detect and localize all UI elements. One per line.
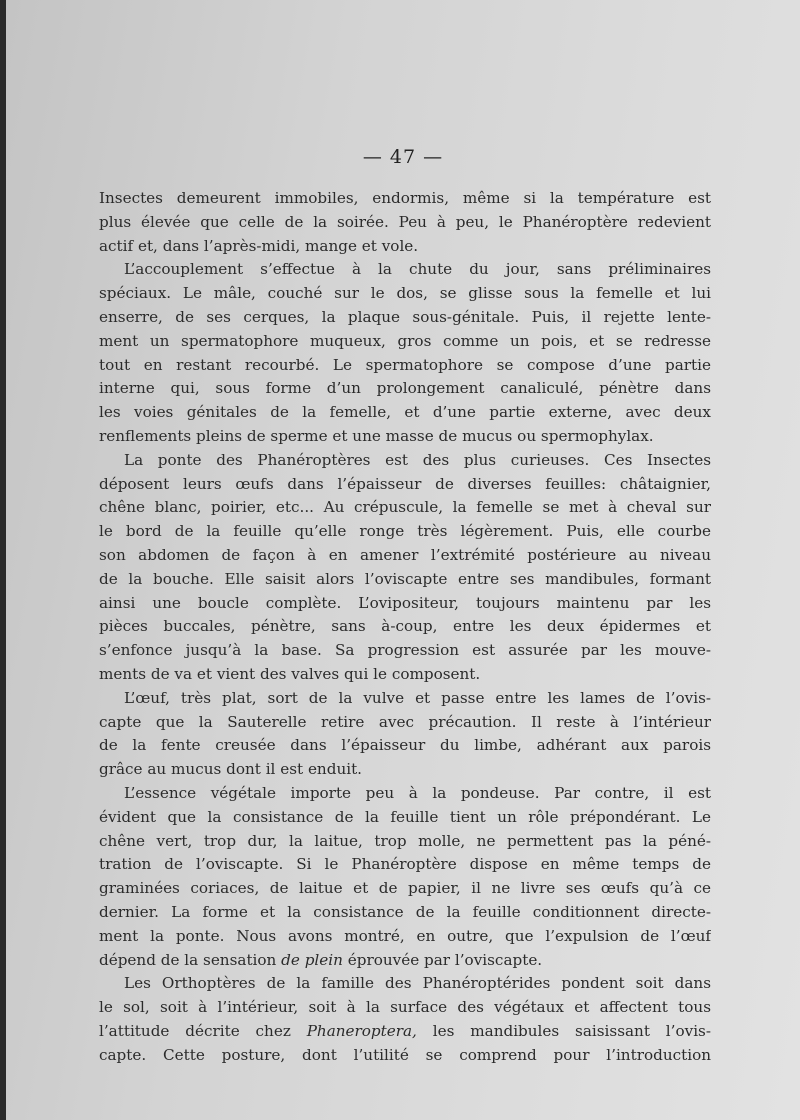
italic-run: de plein xyxy=(281,950,343,969)
paragraph xyxy=(99,449,711,687)
text-line: ainsi une boucle complète. L’ovipositeur, toujours maintenu par les xyxy=(99,593,711,612)
text-line: s’enfonce jusqu’à la base. Sa progression est assurée par les mouve- xyxy=(99,641,711,660)
text-line: chêne blanc, poirier, etc... Au crépuscule, la femelle se met à cheval sur xyxy=(99,498,711,517)
book-page xyxy=(6,0,800,1120)
text-line: interne qui, sous forme d’un prolongement canaliculé, pénètre dans xyxy=(99,379,711,398)
paragraph xyxy=(99,972,711,1067)
text-line: tout en restant recourbé. Le spermatophore se compose d’une partie xyxy=(99,355,711,374)
text-line: déposent leurs œufs dans l’épaisseur de diverses feuilles: châtaignier, xyxy=(99,474,711,493)
text-line: tration de l’oviscapte. Si le Phanéroptère dispose en même temps de xyxy=(99,855,711,874)
text-line: pièces buccales, pénètre, sans à-coup, entre les deux épidermes et xyxy=(99,617,711,636)
text-line: le sol, soit à l’intérieur, soit à la surface des végétaux et affectent tous xyxy=(99,998,711,1017)
paragraph xyxy=(99,258,711,448)
text-line-with-italic xyxy=(99,1020,711,1044)
text-line: de la bouche. Elle saisit alors l’oviscapte entre ses mandibules, formant xyxy=(99,569,711,588)
text-line: ments de va et vient des valves qui le composent. xyxy=(99,664,481,683)
paragraph xyxy=(99,782,711,972)
text-line: Insectes demeurent immobiles, endormis, même si la température est xyxy=(99,189,711,207)
paragraph xyxy=(99,687,711,782)
text-line: évident que la consistance de la feuille tient un rôle prépondérant. Le xyxy=(99,807,711,826)
text-line: L’accouplement s’effectue à la chute du jour, sans préliminaires xyxy=(124,260,711,279)
text-line: L’œuf, très plat, sort de la vulve et passe entre les lames de l’ovis- xyxy=(124,688,711,707)
paragraph xyxy=(99,187,711,258)
text-line: grâce au mucus dont il est enduit. xyxy=(99,760,363,779)
text-line: capte que la Sauterelle retire avec précaution. Il reste à l’intérieur xyxy=(99,712,711,731)
text-line-with-italic xyxy=(99,949,711,973)
text-line: les voies génitales de la femelle, et d’une partie externe, avec deux xyxy=(99,403,711,422)
text-run: éprouvée par l’oviscapte. xyxy=(342,950,543,969)
page-number: — 47 — xyxy=(362,146,444,168)
text-line: plus élevée que celle de la soirée. Peu à peu, le Phanéroptère redevient xyxy=(99,212,711,231)
text-line: de la fente creusée dans l’épaisseur du limbe, adhérant aux parois xyxy=(99,736,711,755)
body-text xyxy=(99,187,711,1067)
text-run: l’attitude décrite chez xyxy=(99,1021,307,1040)
text-line: chêne vert, trop dur, la laitue, trop molle, ne permettent pas la péné- xyxy=(99,831,711,850)
italic-run: Phaneroptera, xyxy=(306,1021,417,1040)
text-line: La ponte des Phanéroptères est des plus curieuses. Ces Insectes xyxy=(124,450,711,469)
text-line: ment un spermatophore muqueux, gros comme un pois, et se redresse xyxy=(99,331,711,350)
text-line: enserre, de ses cerques, la plaque sous-génitale. Puis, il rejette lente- xyxy=(99,307,711,326)
text-line: actif et, dans l’après-midi, mange et vole. xyxy=(99,236,419,255)
text-line: dernier. La forme et la consistance de la feuille conditionnent directe- xyxy=(99,902,711,921)
text-line: L’essence végétale importe peu à la pondeuse. Par contre, il est xyxy=(124,783,711,802)
text-line: ment la ponte. Nous avons montré, en outre, que l’expulsion de l’œuf xyxy=(99,926,711,945)
text-run: dépend de la sensation xyxy=(99,950,282,969)
text-line: son abdomen de façon à en amener l’extrémité postérieure au niveau xyxy=(99,545,711,564)
text-line: capte. Cette posture, dont l’utilité se comprend pour l’introduction xyxy=(99,1045,711,1064)
text-line: Les Orthoptères de la famille des Phanéroptérides pondent soit dans xyxy=(124,974,711,993)
text-run: les mandibules saisissant l’ovis- xyxy=(416,1021,711,1040)
text-line: spéciaux. Le mâle, couché sur le dos, se glisse sous la femelle et lui xyxy=(99,284,711,303)
text-line: renflements pleins de sperme et une masse de mucus ou spermophylax. xyxy=(99,426,654,445)
text-line: le bord de la feuille qu’elle ronge très légèrement. Puis, elle courbe xyxy=(99,522,711,541)
text-line: graminées coriaces, de laitue et de papier, il ne livre ses œufs qu’à ce xyxy=(99,879,711,898)
